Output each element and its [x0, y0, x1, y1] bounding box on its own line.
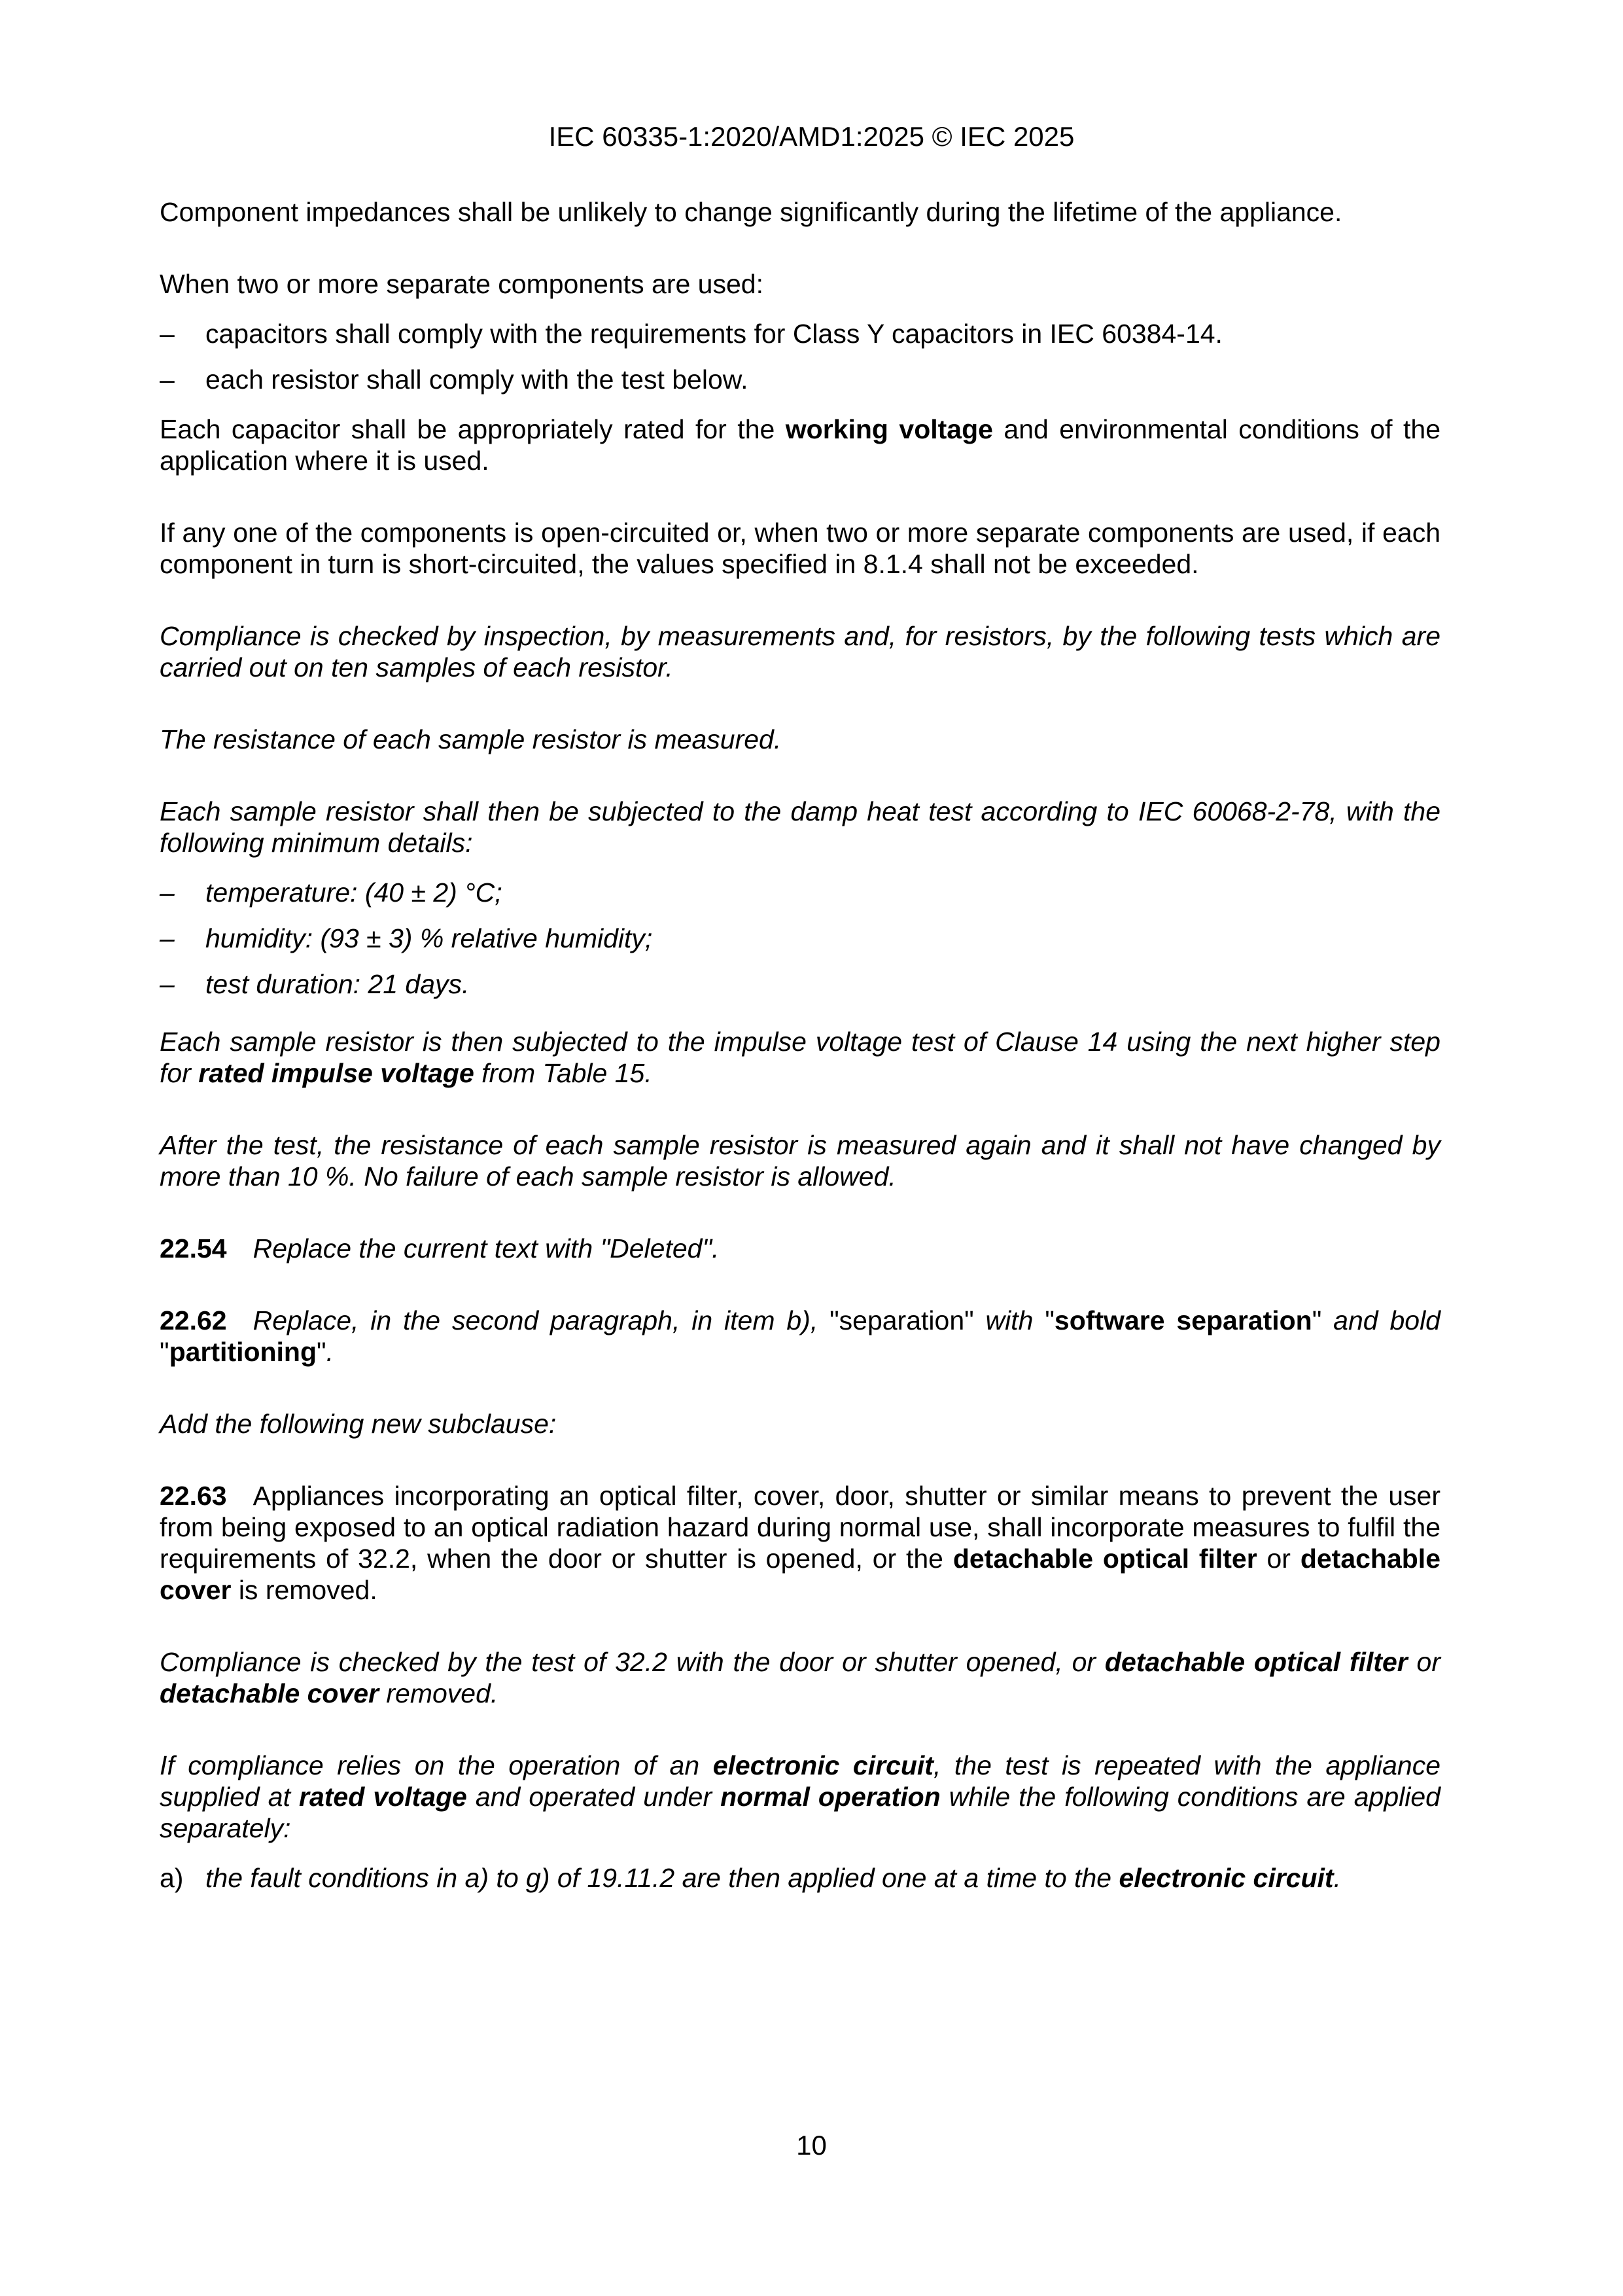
paragraph-capacitor-rating: Each capacitor shall be appropriately rated for the working voltage and environmental conditions of the application where it is used.	[160, 414, 1441, 476]
list-item-text: humidity: (93 ± 3) % relative humidity;	[205, 923, 653, 953]
paragraph-damp-heat: Each sample resistor shall then be subjected to the damp heat test according to IEC 60068-2-78, with the following minimum details:	[160, 796, 1440, 858]
list-item-text: test duration: 21 days.	[205, 969, 470, 999]
list-item	[160, 1862, 1440, 1894]
paragraph-open-circuit: If any one of the components is open-circuited or, when two or more separate components are used, if each component in turn is short-circuited, the values specified in 8.1.4 shall not be exceeded.	[160, 518, 1440, 579]
list-item	[160, 923, 1440, 954]
list-dash: –	[160, 319, 175, 349]
paragraph-new-subclause: Add the following new subclause:	[160, 1409, 557, 1439]
paragraph-compliance-resistors: Compliance is checked by inspection, by measurements and, for resistors, by the following tests which are carried out on ten samples of each resistor.	[160, 621, 1440, 682]
page-body	[160, 196, 1440, 1894]
clause-number: 22.54	[160, 1233, 227, 1263]
paragraph-impedances: Component impedances shall be unlikely to change significantly during the lifetime of the appliance.	[160, 197, 1342, 227]
list-dash: –	[160, 969, 175, 999]
clause-22-54: 22.54 Replace the current text with "Deleted".	[160, 1233, 720, 1263]
clause-number: 22.63	[160, 1481, 227, 1511]
list-marker: a)	[160, 1863, 184, 1893]
list-item-text: each resistor shall comply with the test below.	[205, 364, 748, 395]
list-item	[160, 877, 1440, 908]
list-dash: –	[160, 364, 175, 395]
paragraph-compliance-32-2: Compliance is checked by the test of 32.2 with the door or shutter opened, or detachable optical filter or detachable cover removed.	[160, 1647, 1440, 1708]
list-item	[160, 364, 1440, 395]
clause-22-63: 22.63 Appliances incorporating an optical filter, cover, door, shutter or similar means to prevent the user from being exposed to an optical radiation hazard during normal use, shall incorporate measures to fulfil the requirements of 32.2, when the door or shutter is opened, or the detachable optical filter or detachable cover is removed.	[160, 1481, 1441, 1605]
paragraph-impulse-test: Each sample resistor is then subjected to the impulse voltage test of Clause 14 using the next higher step for rated impulse voltage from Table 15.	[160, 1027, 1440, 1088]
paragraph-resistance-measured: The resistance of each sample resistor is measured.	[160, 724, 782, 754]
document-header: IEC 60335-1:2020/AMD1:2025 © IEC 2025	[548, 121, 1075, 152]
list-dash: –	[160, 877, 175, 908]
list-item-text: temperature: (40 ± 2) °C;	[205, 877, 502, 908]
list-item-text: the fault conditions in a) to g) of 19.11.2 are then applied one at a time to the electronic circuit.	[205, 1863, 1341, 1893]
paragraph-separate-components: When two or more separate components are used:	[160, 269, 763, 299]
paragraph-electronic-circuit: If compliance relies on the operation of an electronic circuit, the test is repeated with the appliance supplied at rated voltage and operated under normal operation while the following conditions are applied separately:	[160, 1750, 1441, 1843]
clause-22-62: 22.62 Replace, in the second paragraph, in item b), "separation" with "software separation" and bold "partitioning".	[160, 1305, 1440, 1367]
paragraph-after-test: After the test, the resistance of each sample resistor is measured again and it shall not have changed by more than 10 %. No failure of each sample resistor is allowed.	[160, 1130, 1440, 1192]
page-number: 10	[796, 2130, 827, 2161]
list-item	[160, 968, 1440, 1000]
clause-number: 22.62	[160, 1305, 227, 1335]
list-dash: –	[160, 923, 175, 953]
list-item	[160, 318, 1440, 349]
list-item-text: capacitors shall comply with the requirements for Class Y capacitors in IEC 60384-14.	[205, 319, 1223, 349]
